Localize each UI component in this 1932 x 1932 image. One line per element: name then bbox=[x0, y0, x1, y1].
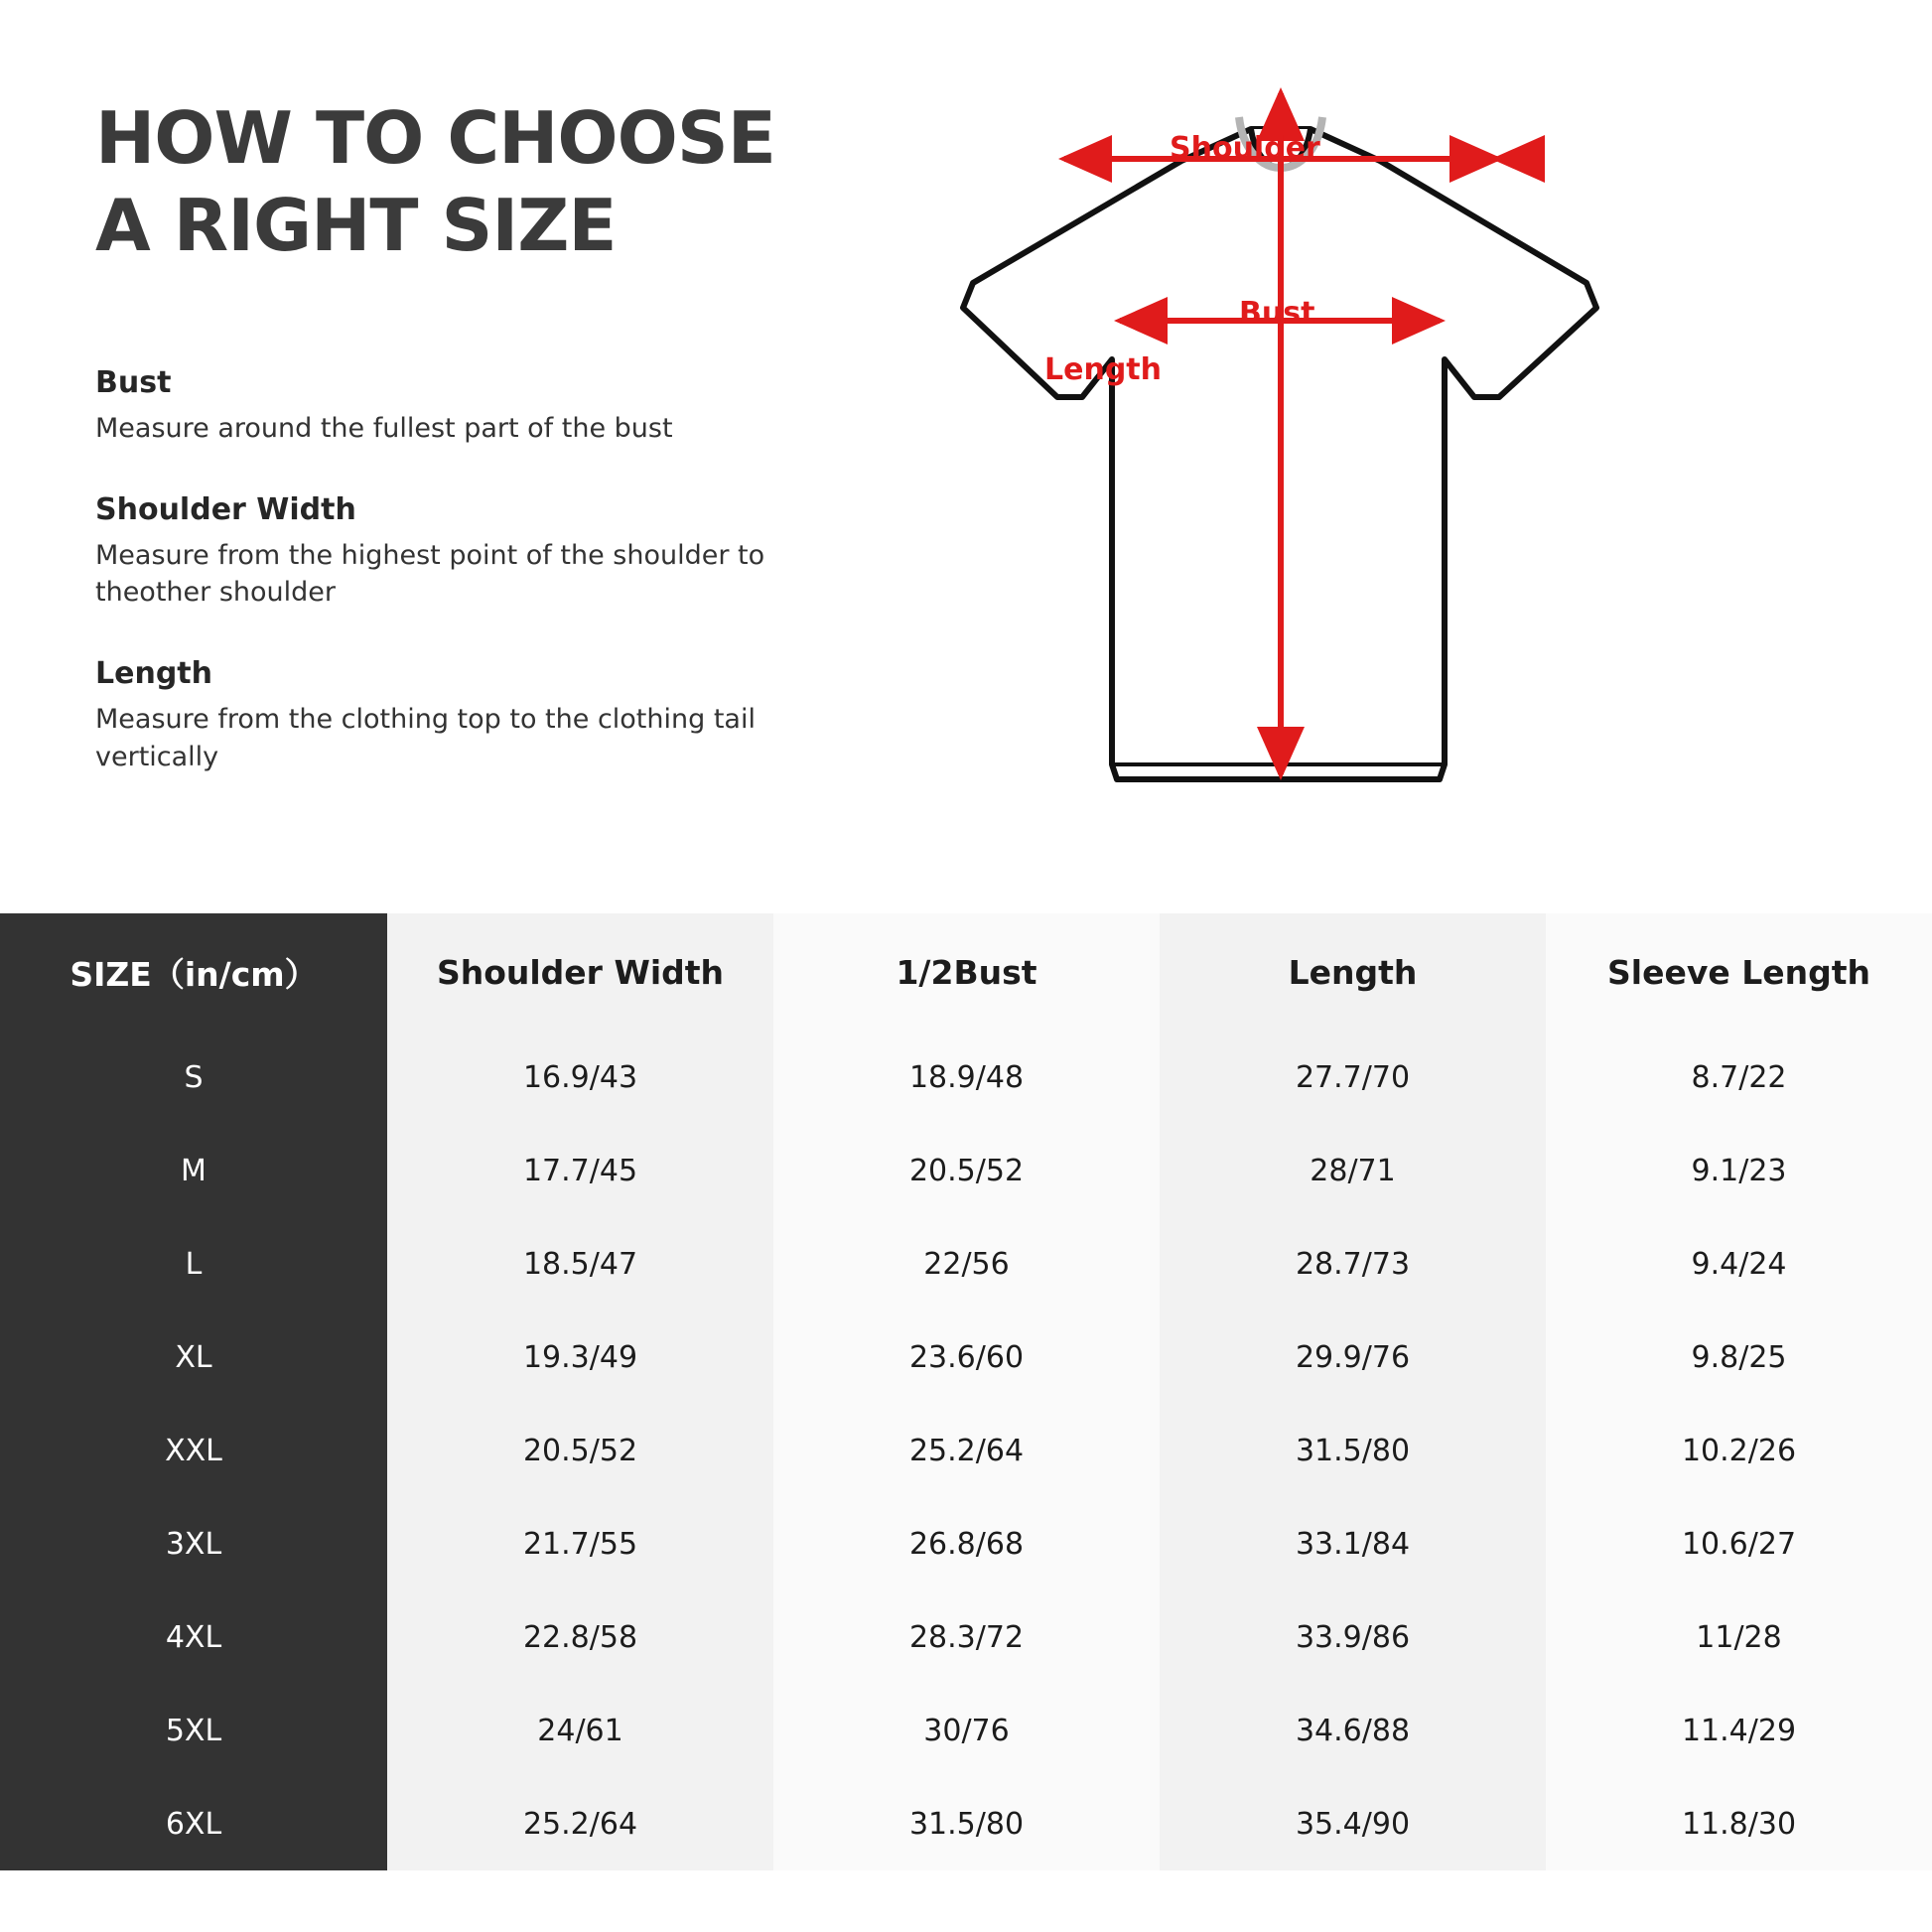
table-cell: 20.5/52 bbox=[773, 1124, 1160, 1217]
table-cell: 31.5/80 bbox=[1160, 1404, 1546, 1497]
table-cell: 11/28 bbox=[1546, 1590, 1932, 1684]
table-row bbox=[0, 1217, 1932, 1311]
table-cell: 10.2/26 bbox=[1546, 1404, 1932, 1497]
table-cell: 26.8/68 bbox=[773, 1497, 1160, 1590]
table-cell: 9.4/24 bbox=[1546, 1217, 1932, 1311]
bust-label: Bust bbox=[1239, 296, 1315, 331]
instructions-column bbox=[95, 95, 909, 775]
instruction-shoulder bbox=[95, 492, 909, 612]
table-cell: 33.1/84 bbox=[1160, 1497, 1546, 1590]
table-row bbox=[0, 1590, 1932, 1684]
table-cell: 28.3/72 bbox=[773, 1590, 1160, 1684]
table-cell: 35.4/90 bbox=[1160, 1777, 1546, 1870]
tshirt-illustration bbox=[953, 69, 1807, 884]
table-cell-size: 6XL bbox=[0, 1777, 387, 1870]
table-cell-size: L bbox=[0, 1217, 387, 1311]
table-cell: 31.5/80 bbox=[773, 1777, 1160, 1870]
table-row bbox=[0, 1777, 1932, 1870]
table-cell: 10.6/27 bbox=[1546, 1497, 1932, 1590]
table-header-cell-3: Length bbox=[1160, 913, 1546, 1031]
table-cell-size: 3XL bbox=[0, 1497, 387, 1590]
table-row bbox=[0, 1497, 1932, 1590]
size-table bbox=[0, 913, 1932, 1870]
table-cell: 9.1/23 bbox=[1546, 1124, 1932, 1217]
instruction-bust-title: Bust bbox=[95, 364, 172, 400]
table-cell-size: XL bbox=[0, 1311, 387, 1404]
table-cell: 16.9/43 bbox=[387, 1031, 773, 1124]
instruction-bust-desc: Measure around the fullest part of the bust bbox=[95, 412, 673, 444]
table-cell: 34.6/88 bbox=[1160, 1684, 1546, 1777]
table-header-cell-0: SIZE（in/cm） bbox=[0, 913, 387, 1031]
instruction-length-desc: Measure from the clothing top to the clothing tail vertically bbox=[95, 704, 756, 772]
table-row bbox=[0, 1404, 1932, 1497]
table-cell-size: 5XL bbox=[0, 1684, 387, 1777]
table-cell-size: XXL bbox=[0, 1404, 387, 1497]
length-label: Length bbox=[1044, 352, 1162, 387]
table-cell: 21.7/55 bbox=[387, 1497, 773, 1590]
table-cell: 11.8/30 bbox=[1546, 1777, 1932, 1870]
table-cell: 30/76 bbox=[773, 1684, 1160, 1777]
table-header-cell-1: Shoulder Width bbox=[387, 913, 773, 1031]
table-cell: 28/71 bbox=[1160, 1124, 1546, 1217]
table-cell-size: S bbox=[0, 1031, 387, 1124]
page-title-line1: HOW TO CHOOSE bbox=[95, 96, 775, 180]
instruction-bust bbox=[95, 365, 909, 447]
instruction-shoulder-desc: Measure from the highest point of the shoulder to theother shoulder bbox=[95, 539, 765, 609]
table-cell: 8.7/22 bbox=[1546, 1031, 1932, 1124]
table-row bbox=[0, 1031, 1932, 1124]
table-cell: 11.4/29 bbox=[1546, 1684, 1932, 1777]
table-cell: 20.5/52 bbox=[387, 1404, 773, 1497]
instruction-length-title: Length bbox=[95, 656, 212, 692]
page-title-line2: A RIGHT SIZE bbox=[95, 183, 617, 267]
page-title bbox=[95, 95, 909, 270]
table-cell: 29.9/76 bbox=[1160, 1311, 1546, 1404]
table-cell: 9.8/25 bbox=[1546, 1311, 1932, 1404]
table-row bbox=[0, 1684, 1932, 1777]
table-cell: 25.2/64 bbox=[387, 1777, 773, 1870]
table-cell: 23.6/60 bbox=[773, 1311, 1160, 1404]
tshirt-diagram bbox=[953, 69, 1807, 894]
table-cell: 17.7/45 bbox=[387, 1124, 773, 1217]
table-row bbox=[0, 1311, 1932, 1404]
table-cell: 24/61 bbox=[387, 1684, 773, 1777]
table-cell: 25.2/64 bbox=[773, 1404, 1160, 1497]
table-header-cell-4: Sleeve Length bbox=[1546, 913, 1932, 1031]
table-cell: 22.8/58 bbox=[387, 1590, 773, 1684]
table-cell: 28.7/73 bbox=[1160, 1217, 1546, 1311]
table-cell: 33.9/86 bbox=[1160, 1590, 1546, 1684]
instruction-shoulder-title: Shoulder Width bbox=[95, 491, 356, 527]
table-row bbox=[0, 1124, 1932, 1217]
instruction-length bbox=[95, 656, 909, 775]
table-cell-size: 4XL bbox=[0, 1590, 387, 1684]
table-cell: 22/56 bbox=[773, 1217, 1160, 1311]
table-header-cell-2: 1/2Bust bbox=[773, 913, 1160, 1031]
table-cell: 18.5/47 bbox=[387, 1217, 773, 1311]
table-header-row bbox=[0, 913, 1932, 1031]
table-cell-size: M bbox=[0, 1124, 387, 1217]
table-cell: 18.9/48 bbox=[773, 1031, 1160, 1124]
shoulder-label: Shoulder bbox=[1170, 131, 1320, 166]
table-cell: 19.3/49 bbox=[387, 1311, 773, 1404]
table-cell: 27.7/70 bbox=[1160, 1031, 1546, 1124]
top-section bbox=[0, 0, 1932, 913]
